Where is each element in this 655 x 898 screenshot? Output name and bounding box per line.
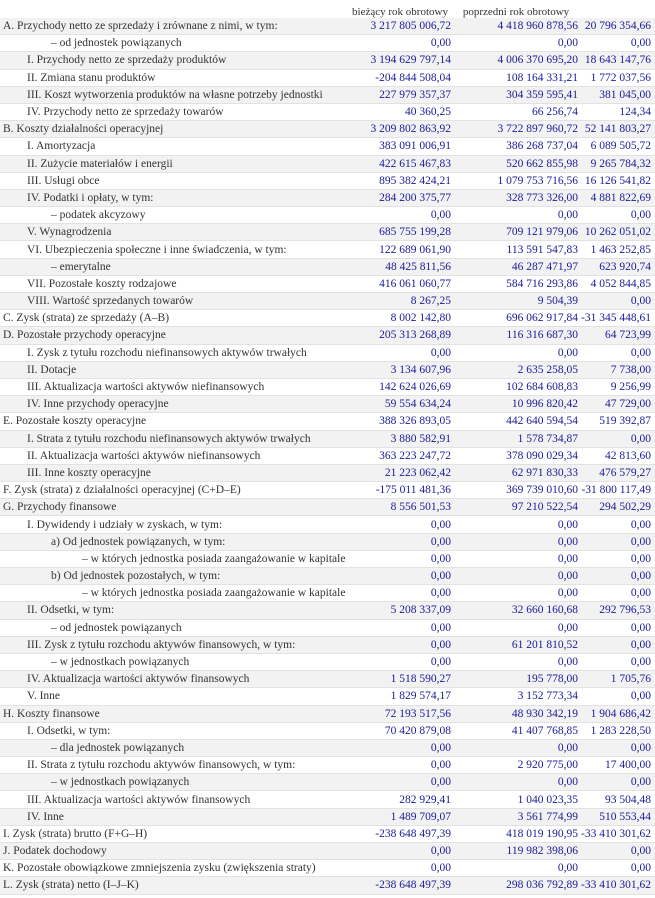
row-label: II. Odsetki, w tym: xyxy=(27,604,115,617)
value-third-column: -33 410 301,62 xyxy=(581,827,651,840)
value-previous-year: 108 164 331,21 xyxy=(506,71,578,84)
row-label: – od jednostek powiązanych xyxy=(51,37,182,50)
header-current-year: bieżący rok obrotowy xyxy=(352,6,448,18)
value-current-year: 72 193 517,56 xyxy=(384,707,451,720)
value-previous-year: 442 640 594,54 xyxy=(506,415,578,428)
row-label: V. Wynagrodzenia xyxy=(27,226,112,239)
row-label: D. Pozostałe przychody operacyjne xyxy=(3,329,166,342)
value-previous-year: 195 778,00 xyxy=(526,673,578,686)
table-row xyxy=(0,843,655,860)
value-previous-year: 0,00 xyxy=(557,552,578,565)
table-row xyxy=(0,396,655,413)
value-current-year: 1 829 574,17 xyxy=(390,690,451,703)
row-label: – w których jednostka posiada zaangażowanie w kapitale xyxy=(82,552,346,565)
row-label: III. Aktualizacja wartości aktywów finansowych xyxy=(27,793,251,806)
value-previous-year: 32 660 160,68 xyxy=(511,604,578,617)
value-previous-year: 1 040 023,35 xyxy=(517,793,578,806)
value-previous-year: 0,00 xyxy=(557,741,578,754)
value-previous-year: 10 996 820,42 xyxy=(511,398,578,411)
row-label: H. Koszty finansowe xyxy=(3,707,100,720)
value-current-year: 388 326 893,05 xyxy=(379,415,451,428)
value-third-column: 18 643 147,76 xyxy=(584,54,651,67)
row-label: L. Zysk (strata) netto (I–J–K) xyxy=(3,879,139,892)
table-row xyxy=(0,156,655,173)
table-row xyxy=(0,620,655,637)
value-current-year: 363 223 247,72 xyxy=(379,449,451,462)
value-current-year: 3 880 582,91 xyxy=(390,432,451,445)
value-current-year: 0,00 xyxy=(430,845,451,858)
value-previous-year: 66 256,74 xyxy=(532,106,578,119)
value-current-year: 142 624 026,69 xyxy=(379,381,451,394)
value-previous-year: 0,00 xyxy=(557,346,578,359)
value-current-year: 284 200 375,77 xyxy=(379,191,451,204)
value-current-year: 0,00 xyxy=(430,741,451,754)
row-label: II. Aktualizacja wartości aktywów niefinansowych xyxy=(27,449,261,462)
table-row xyxy=(0,637,655,654)
value-third-column: 0,00 xyxy=(630,209,651,222)
value-current-year: 383 091 006,91 xyxy=(379,140,451,153)
table-row xyxy=(0,482,655,499)
table-row xyxy=(0,327,655,344)
value-third-column: 0,00 xyxy=(630,552,651,565)
value-third-column: 1 463 252,85 xyxy=(590,243,651,256)
table-row xyxy=(0,723,655,740)
value-current-year: 0,00 xyxy=(430,570,451,583)
value-current-year: 1 518 590,27 xyxy=(390,673,451,686)
value-current-year: 895 382 424,21 xyxy=(379,174,451,187)
value-third-column: 52 141 803,27 xyxy=(584,123,651,136)
value-current-year: 1 489 709,07 xyxy=(390,810,451,823)
value-previous-year: 584 716 293,86 xyxy=(506,277,578,290)
value-third-column: 9 265 784,32 xyxy=(590,157,651,170)
value-previous-year: 0,00 xyxy=(557,518,578,531)
value-third-column: 0,00 xyxy=(630,690,651,703)
value-current-year: -204 844 508,04 xyxy=(375,71,451,84)
value-previous-year: 0,00 xyxy=(557,37,578,50)
value-third-column: 42 813,60 xyxy=(605,449,651,462)
value-current-year: 205 313 268,89 xyxy=(379,329,451,342)
value-third-column: 519 392,87 xyxy=(599,415,651,428)
table-row xyxy=(0,173,655,190)
row-label: – od jednostek powiązanych xyxy=(51,621,182,634)
value-third-column: 0,00 xyxy=(630,776,651,789)
value-third-column: 0,00 xyxy=(630,862,651,875)
row-label: I. Dywidendy i udziały w zyskach, w tym: xyxy=(27,518,223,531)
table-row xyxy=(0,190,655,207)
row-label: IV. Aktualizacja wartości aktywów finansowych xyxy=(27,673,250,686)
value-previous-year: 304 359 595,41 xyxy=(506,88,578,101)
row-label: VI. Ubezpieczenia społeczne i inne świadczenia, w tym: xyxy=(27,243,287,256)
value-current-year: 0,00 xyxy=(430,621,451,634)
value-current-year: 3 217 805 006,72 xyxy=(370,20,451,33)
row-label: I. Strata z tytułu rozchodu niefinansowych aktywów trwałych xyxy=(27,432,311,445)
table-row xyxy=(0,310,655,327)
value-current-year: 282 929,41 xyxy=(399,793,451,806)
value-third-column: 9 256,99 xyxy=(610,381,651,394)
row-label: K. Pozostałe obowiązkowe zmniejszenia zysku (zwiększenia straty) xyxy=(3,862,316,875)
row-label: I. Przychody netto ze sprzedaży produktów xyxy=(27,54,227,67)
table-row xyxy=(0,809,655,826)
table-row xyxy=(0,551,655,568)
value-previous-year: 0,00 xyxy=(557,535,578,548)
value-current-year: -238 648 497,39 xyxy=(375,879,451,892)
value-previous-year: 696 062 917,84 xyxy=(506,312,578,325)
value-previous-year: 9 504,39 xyxy=(537,295,578,308)
value-third-column: 0,00 xyxy=(630,587,651,600)
row-label: III. Inne koszty operacyjne xyxy=(27,466,151,479)
table-row xyxy=(0,362,655,379)
value-third-column: 0,00 xyxy=(630,518,651,531)
value-current-year: 122 689 061,90 xyxy=(379,243,451,256)
value-third-column: 0,00 xyxy=(630,432,651,445)
value-previous-year: 369 739 010,60 xyxy=(506,484,578,497)
table-row xyxy=(0,345,655,362)
table-row xyxy=(0,465,655,482)
value-previous-year: 3 152 773,34 xyxy=(517,690,578,703)
row-label: G. Przychody finansowe xyxy=(3,501,117,514)
table-row xyxy=(0,259,655,276)
row-label: b) Od jednostek pozostałych, w tym: xyxy=(51,570,221,583)
value-current-year: 3 194 629 797,14 xyxy=(370,54,451,67)
value-third-column: -33 410 301,62 xyxy=(581,879,651,892)
value-previous-year: 3 561 774,99 xyxy=(517,810,578,823)
table-row xyxy=(0,293,655,310)
row-label: IV. Podatki i opłaty, w tym: xyxy=(27,191,154,204)
value-current-year: 0,00 xyxy=(430,656,451,669)
value-third-column: 0,00 xyxy=(630,570,651,583)
value-third-column: 0,00 xyxy=(630,656,651,669)
value-previous-year: 418 019 190,95 xyxy=(506,827,578,840)
table-row xyxy=(0,70,655,87)
value-current-year: 0,00 xyxy=(430,638,451,651)
value-previous-year: 97 210 522,54 xyxy=(511,501,578,514)
table-row xyxy=(0,35,655,52)
table-row xyxy=(0,431,655,448)
value-third-column: 93 504,48 xyxy=(605,793,651,806)
value-previous-year: 1 079 753 716,56 xyxy=(497,174,578,187)
value-current-year: 40 360,25 xyxy=(405,106,451,119)
value-previous-year: 102 684 608,83 xyxy=(506,381,578,394)
column-headers xyxy=(0,0,655,18)
row-label: a) Od jednostek powiązanych, w tym: xyxy=(51,535,226,548)
value-third-column: 0,00 xyxy=(630,37,651,50)
value-third-column: 4 881 822,69 xyxy=(590,191,651,204)
value-third-column: 47 729,00 xyxy=(605,398,651,411)
row-label: IV. Inne xyxy=(27,810,64,823)
value-third-column: 1 772 037,56 xyxy=(590,71,651,84)
row-label: F. Zysk (strata) z działalności operacyjnej (C+D–E) xyxy=(3,484,241,497)
table-row xyxy=(0,379,655,396)
table-row xyxy=(0,18,655,35)
row-label: II. Dotacje xyxy=(27,363,77,376)
value-current-year: 0,00 xyxy=(430,518,451,531)
value-current-year: 685 755 199,28 xyxy=(379,226,451,239)
value-third-column: 64 723,99 xyxy=(605,329,651,342)
value-third-column: -31 345 448,61 xyxy=(581,312,651,325)
value-third-column: 0,00 xyxy=(630,346,651,359)
value-previous-year: 0,00 xyxy=(557,656,578,669)
value-third-column: 381 045,00 xyxy=(599,88,651,101)
value-previous-year: 298 036 792,89 xyxy=(506,879,578,892)
table-row xyxy=(0,568,655,585)
value-current-year: 0,00 xyxy=(430,209,451,222)
value-previous-year: 46 287 471,97 xyxy=(511,260,578,273)
value-previous-year: 2 635 258,05 xyxy=(517,363,578,376)
value-current-year: 416 061 060,77 xyxy=(379,277,451,290)
row-label: A. Przychody netto ze sprzedaży i zrównane z nimi, w tym: xyxy=(3,20,278,33)
value-previous-year: 0,00 xyxy=(557,776,578,789)
value-third-column: 20 796 354,66 xyxy=(584,20,651,33)
row-label: III. Koszt wytworzenia produktów na własne potrzeby jednostki xyxy=(27,88,323,101)
value-current-year: 5 208 337,09 xyxy=(390,604,451,617)
row-label: I. Zysk z tytułu rozchodu niefinansowych aktywów trwałych xyxy=(27,346,307,359)
value-previous-year: 4 418 960 878,56 xyxy=(497,20,578,33)
value-current-year: 0,00 xyxy=(430,862,451,875)
row-label: IV. Inne przychody operacyjne xyxy=(27,398,169,411)
table-row xyxy=(0,138,655,155)
value-third-column: 0,00 xyxy=(630,845,651,858)
value-current-year: 227 979 357,37 xyxy=(379,88,451,101)
value-previous-year: 328 773 326,00 xyxy=(506,191,578,204)
value-previous-year: 0,00 xyxy=(557,587,578,600)
value-third-column: 0,00 xyxy=(630,535,651,548)
row-label: – w których jednostka posiada zaangażowanie w kapitale xyxy=(82,587,346,600)
value-current-year: -175 011 481,36 xyxy=(375,484,451,497)
value-third-column: 10 262 051,02 xyxy=(584,226,651,239)
table-row xyxy=(0,791,655,808)
row-label: III. Zysk z tytułu rozchodu aktywów finansowych, w tym: xyxy=(27,638,296,651)
row-label: – podatek akcyzowy xyxy=(51,209,146,222)
table-row xyxy=(0,534,655,551)
row-label: I. Odsetki, w tym: xyxy=(27,724,111,737)
value-third-column: 1 904 686,42 xyxy=(590,707,651,720)
value-current-year: 0,00 xyxy=(430,37,451,50)
value-current-year: 0,00 xyxy=(430,776,451,789)
value-current-year: 0,00 xyxy=(430,535,451,548)
table-row xyxy=(0,688,655,705)
value-previous-year: 4 006 370 695,20 xyxy=(497,54,578,67)
value-current-year: 8 002 142,80 xyxy=(390,312,451,325)
row-label: – emerytalne xyxy=(51,260,111,273)
row-label: II. Strata z tytułu rozchodu aktywów finansowych, w tym: xyxy=(27,759,296,772)
value-previous-year: 520 662 855,98 xyxy=(506,157,578,170)
row-label: C. Zysk (strata) ze sprzedaży (A–B) xyxy=(3,312,170,325)
value-current-year: 422 615 467,83 xyxy=(379,157,451,170)
value-third-column: 16 126 541,82 xyxy=(584,174,651,187)
value-third-column: 7 738,00 xyxy=(610,363,651,376)
value-third-column: 292 796,53 xyxy=(599,604,651,617)
table-row xyxy=(0,740,655,757)
value-third-column: 6 089 505,72 xyxy=(590,140,651,153)
value-previous-year: 61 201 810,52 xyxy=(511,638,578,651)
table-row xyxy=(0,877,655,894)
row-label: III. Usługi obce xyxy=(27,174,100,187)
value-third-column: 1 705,76 xyxy=(610,673,651,686)
value-third-column: 4 052 844,85 xyxy=(590,277,651,290)
table-row xyxy=(0,860,655,877)
value-previous-year: 41 407 768,85 xyxy=(511,724,578,737)
value-previous-year: 2 920 775,00 xyxy=(517,759,578,772)
table-row xyxy=(0,52,655,69)
value-current-year: 8 267,25 xyxy=(410,295,451,308)
value-previous-year: 113 591 547,83 xyxy=(506,243,578,256)
value-previous-year: 1 578 734,87 xyxy=(517,432,578,445)
value-current-year: -238 648 497,39 xyxy=(375,827,451,840)
value-current-year: 8 556 501,53 xyxy=(390,501,451,514)
row-label: I. Amortyzacja xyxy=(27,140,96,153)
value-previous-year: 709 121 979,06 xyxy=(506,226,578,239)
value-third-column: 0,00 xyxy=(630,638,651,651)
value-current-year: 0,00 xyxy=(430,759,451,772)
table-row xyxy=(0,774,655,791)
value-current-year: 70 420 879,08 xyxy=(384,724,451,737)
value-previous-year: 0,00 xyxy=(557,862,578,875)
row-label: II. Zmiana stanu produktów xyxy=(27,71,156,84)
value-previous-year: 119 982 398,06 xyxy=(506,845,578,858)
value-third-column: -31 800 117,49 xyxy=(581,484,651,497)
value-third-column: 476 579,27 xyxy=(599,466,651,479)
value-current-year: 3 209 802 863,92 xyxy=(370,123,451,136)
table-row xyxy=(0,585,655,602)
value-previous-year: 116 316 687,30 xyxy=(506,329,578,342)
value-current-year: 0,00 xyxy=(430,346,451,359)
table-row xyxy=(0,448,655,465)
value-current-year: 3 134 607,96 xyxy=(390,363,451,376)
value-previous-year: 386 268 737,04 xyxy=(506,140,578,153)
row-label: I. Zysk (strata) brutto (F+G–H) xyxy=(3,827,148,840)
table-row xyxy=(0,516,655,533)
value-third-column: 623 920,74 xyxy=(599,260,651,273)
row-label: J. Podatek dochodowy xyxy=(3,845,107,858)
table-row xyxy=(0,706,655,723)
table-row xyxy=(0,757,655,774)
row-label: V. Inne xyxy=(27,690,61,703)
table-row xyxy=(0,241,655,258)
row-label: III. Aktualizacja wartości aktywów niefinansowych xyxy=(27,381,265,394)
row-label: VIII. Wartość sprzedanych towarów xyxy=(27,295,194,308)
row-label: B. Koszty działalności operacyjnej xyxy=(3,123,164,136)
value-previous-year: 62 971 830,33 xyxy=(511,466,578,479)
row-label: E. Pozostałe koszty operacyjne xyxy=(3,415,147,428)
row-label: – w jednostkach powiązanych xyxy=(51,776,190,789)
value-third-column: 0,00 xyxy=(630,621,651,634)
value-third-column: 124,34 xyxy=(619,106,651,119)
value-current-year: 21 223 062,42 xyxy=(384,466,451,479)
value-previous-year: 3 722 897 960,72 xyxy=(497,123,578,136)
income-statement-table xyxy=(0,18,655,895)
value-previous-year: 48 930 342,19 xyxy=(511,707,578,720)
table-row xyxy=(0,602,655,619)
header-previous-year: poprzedni rok obrotowy xyxy=(462,6,570,18)
row-label: VII. Pozostałe koszty rodzajowe xyxy=(27,277,177,290)
value-third-column: 1 283 228,50 xyxy=(590,724,651,737)
table-row xyxy=(0,224,655,241)
value-third-column: 510 553,44 xyxy=(599,810,651,823)
value-previous-year: 0,00 xyxy=(557,621,578,634)
table-row xyxy=(0,104,655,121)
value-current-year: 0,00 xyxy=(430,587,451,600)
value-previous-year: 0,00 xyxy=(557,570,578,583)
table-row xyxy=(0,276,655,293)
row-label: – dla jednostek powiązanych xyxy=(51,741,185,754)
row-label: II. Zużycie materiałów i energii xyxy=(27,157,173,170)
value-previous-year: 0,00 xyxy=(557,209,578,222)
table-row xyxy=(0,87,655,104)
table-row xyxy=(0,207,655,224)
table-row xyxy=(0,413,655,430)
value-previous-year: 378 090 029,34 xyxy=(506,449,578,462)
table-row xyxy=(0,654,655,671)
table-row xyxy=(0,121,655,138)
table-row xyxy=(0,826,655,843)
value-third-column: 0,00 xyxy=(630,295,651,308)
table-row xyxy=(0,671,655,688)
value-third-column: 0,00 xyxy=(630,741,651,754)
row-label: IV. Przychody netto ze sprzedaży towarów xyxy=(27,106,224,119)
value-third-column: 17 400,00 xyxy=(605,759,651,772)
value-third-column: 294 502,29 xyxy=(599,501,651,514)
value-current-year: 48 425 811,56 xyxy=(385,260,451,273)
value-current-year: 0,00 xyxy=(430,552,451,565)
value-current-year: 59 554 634,24 xyxy=(384,398,451,411)
row-label: – w jednostkach powiązanych xyxy=(51,656,190,669)
table-row xyxy=(0,499,655,516)
